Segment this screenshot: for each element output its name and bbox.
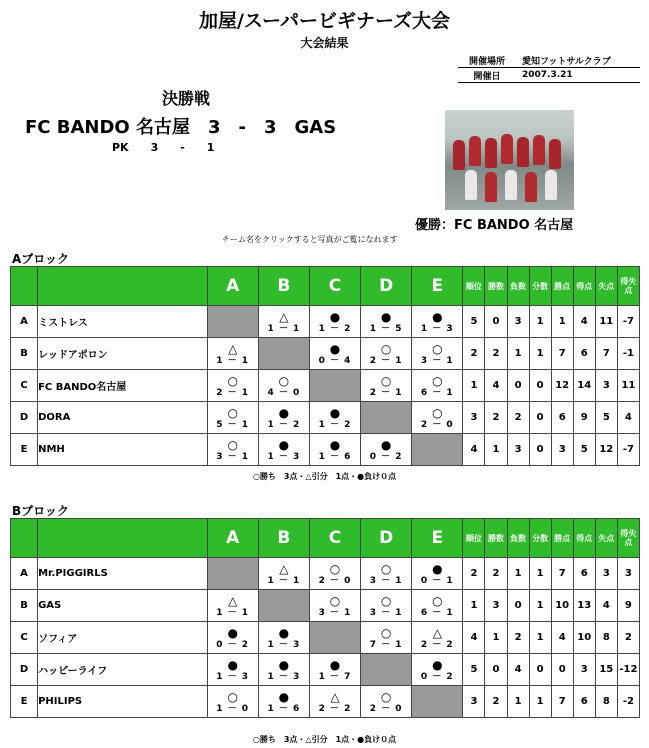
stat-header-wins: 勝数 [485,267,507,306]
stat-cell: 3 [595,558,617,590]
stat-cell: 8 [595,686,617,718]
match-score: 1 － 3 [267,672,301,682]
stat-cell: 2 [485,338,507,370]
date-row [458,68,640,83]
stat-cell: 3 [463,686,485,718]
stat-cell: 0 [529,402,551,434]
result-symbol: △ [279,562,289,576]
match-score: 0 － 4 [318,356,352,366]
stat-cell: 4 [573,306,595,338]
self-match-cell [309,370,360,402]
venue-value: 愛知フットサルクラブ [522,56,611,67]
stat-cell: 4 [463,622,485,654]
stat-cell: 0 [529,654,551,686]
match-result-cell [412,622,463,654]
stat-header-losses: 負数 [507,519,529,558]
row-letter: D [11,402,38,434]
match-score: 1 － 3 [420,324,454,334]
stat-cell: 10 [573,622,595,654]
stat-cell: 0 [485,306,507,338]
row-letter: D [11,654,38,686]
result-symbol: ○ [380,562,392,576]
date-label: 開催日 [473,71,501,82]
self-match-cell [361,654,412,686]
match-result-cell [207,590,258,622]
stat-cell: 11 [595,306,617,338]
stat-cell: 11 [617,370,639,402]
match-result-cell [309,590,360,622]
result-symbol: ○ [380,342,392,356]
stat-cell: 2 [463,558,485,590]
match-result-cell [207,402,258,434]
block-b-label: Bブロック [12,504,69,518]
stat-cell: 0 [529,434,551,466]
result-symbol: ● [278,626,290,640]
match-score: 1 － 5 [369,324,403,334]
page-title: 加屋/スーパービギナーズ大会 [198,10,451,32]
match-score: 2 － 2 [318,704,352,714]
match-result-cell [258,654,309,686]
result-symbol: ○ [227,406,238,420]
col-header-e: E [412,267,463,306]
stat-cell: 1 [507,558,529,590]
team-name-link[interactable]: PHILIPS [38,686,208,718]
match-score: 0 － 2 [216,640,250,650]
stat-cell: 1 [463,590,485,622]
table-row [11,402,640,434]
result-symbol: ● [329,342,341,356]
venue-row [458,53,640,68]
match-score: 1 － 0 [216,704,250,714]
match-result-cell [412,590,463,622]
match-result-cell [412,338,463,370]
winner-team-photo[interactable] [445,110,574,210]
match-score: 1 － 3 [267,640,301,650]
result-symbol: ● [329,438,341,452]
stat-cell: 2 [485,402,507,434]
stat-cell: -2 [617,686,639,718]
legend-a: ○勝ち 3点・△引分 1点・●負け０点 [252,472,397,481]
stat-cell: 3 [463,402,485,434]
match-result-cell [207,686,258,718]
match-result-cell [361,434,412,466]
result-symbol: ● [380,310,392,324]
stat-cell: 1 [529,590,551,622]
match-score: 0 － 1 [420,576,454,586]
table-row [11,306,640,338]
match-result-cell [207,622,258,654]
stat-header-points: 勝点 [551,267,573,306]
result-symbol: ● [278,406,290,420]
stat-header-draws: 分数 [529,519,551,558]
stat-cell: 12 [595,434,617,466]
event-info [458,53,640,83]
row-letter: C [11,622,38,654]
stat-cell: 6 [573,686,595,718]
result-symbol: ○ [227,438,238,452]
row-letter: B [11,338,38,370]
result-symbol: ○ [227,374,238,388]
row-letter: E [11,434,38,466]
result-symbol: ○ [432,374,443,388]
result-symbol: ● [278,690,290,704]
table-row [11,686,640,718]
match-score: 2 － 1 [369,388,403,398]
result-symbol: ○ [278,374,290,388]
stat-cell: 5 [573,434,595,466]
stat-cell: 0 [485,654,507,686]
match-score: 3 － 1 [369,576,403,586]
legend-b: ○勝ち 3点・△引分 1点・●負け０点 [252,735,397,744]
stat-header-goals-for: 得点 [573,519,595,558]
stat-header-goals-against: 失点 [595,267,617,306]
stat-cell: 3 [573,654,595,686]
table-row [11,622,640,654]
stat-cell: 12 [551,370,573,402]
stat-cell: 10 [551,590,573,622]
match-score: 5 － 1 [216,420,250,430]
match-result-cell [361,622,412,654]
result-symbol: ● [329,406,341,420]
stat-cell: 2 [485,558,507,590]
col-header-c: C [309,519,360,558]
table-row [11,338,640,370]
match-score: 3 － 1 [318,608,352,618]
stat-header-goal-diff: 得失点 [617,519,639,558]
result-symbol: △ [330,690,340,704]
stat-cell: 2 [617,622,639,654]
result-symbol: △ [228,342,238,356]
stat-cell: 3 [595,370,617,402]
page-subtitle: 大会結果 [300,36,349,50]
match-score: 3 － 1 [420,356,454,366]
result-symbol: ○ [380,374,392,388]
result-symbol: ○ [227,690,238,704]
stat-header-draws: 分数 [529,267,551,306]
photo-note: チーム名をクリックすると写真がご覧になれます [222,235,398,244]
match-score: 6 － 1 [420,388,454,398]
stat-cell: 7 [551,686,573,718]
block-b-table [10,518,640,718]
match-score: 1 － 3 [267,452,301,462]
pk-score: PK 3 - 1 [112,141,215,154]
stat-cell: 1 [529,338,551,370]
result-symbol: ● [432,562,443,576]
team-name-link[interactable]: GAS [38,590,208,622]
self-match-cell [412,686,463,718]
match-score: 1 － 3 [216,672,250,682]
stat-cell: 8 [595,622,617,654]
match-result-cell [361,338,412,370]
stat-cell: 0 [507,370,529,402]
result-symbol: ● [432,310,443,324]
stat-cell: 0 [507,590,529,622]
match-score: 1 － 1 [216,356,250,366]
stat-header-goals-for: 得点 [573,267,595,306]
stat-cell: 3 [485,590,507,622]
match-result-cell [258,686,309,718]
table-row [11,558,640,590]
match-result-cell [207,370,258,402]
result-symbol: ● [432,658,443,672]
stat-cell: 1 [507,338,529,370]
stat-cell: 13 [573,590,595,622]
match-result-cell [361,306,412,338]
result-symbol: ● [329,310,341,324]
block-a-table [10,266,640,466]
table-row [11,434,640,466]
self-match-cell [207,558,258,590]
result-symbol: ○ [432,342,443,356]
self-match-cell [361,402,412,434]
stat-cell: 3 [551,434,573,466]
stat-cell: 2 [507,622,529,654]
match-result-cell [309,338,360,370]
stat-header-rank: 順位 [463,519,485,558]
self-match-cell [207,306,258,338]
self-match-cell [258,590,309,622]
match-score: 1 － 2 [318,324,352,334]
stat-header-losses: 負数 [507,267,529,306]
match-score: 2 － 2 [420,640,454,650]
self-match-cell [258,338,309,370]
stat-cell: 1 [485,622,507,654]
match-score: 6 － 1 [420,608,454,618]
team-name-link[interactable]: DORA [38,402,208,434]
match-result-cell [207,338,258,370]
result-symbol: ● [329,658,341,672]
match-score: 2 － 1 [369,356,403,366]
stat-cell: 6 [573,558,595,590]
stat-cell: 6 [551,402,573,434]
match-score: 1 － 6 [267,704,301,714]
col-header-b: B [258,519,309,558]
match-result-cell [258,370,309,402]
match-result-cell [412,654,463,686]
final-score: FC BANDO 名古屋 3 - 3 GAS [25,117,337,138]
stat-cell: 1 [507,686,529,718]
stat-cell: 1 [529,622,551,654]
match-score: 2 － 0 [318,576,352,586]
match-result-cell [361,370,412,402]
match-score: 1 － 6 [318,452,352,462]
result-symbol: ○ [380,626,392,640]
stat-cell: 7 [595,338,617,370]
result-symbol: ● [278,438,290,452]
team-name-link[interactable]: NMH [38,434,208,466]
match-result-cell [309,654,360,686]
match-score: 2 － 1 [216,388,250,398]
result-symbol: △ [228,594,238,608]
col-header-d: D [361,519,412,558]
stat-cell: -7 [617,306,639,338]
match-result-cell [258,558,309,590]
match-result-cell [412,370,463,402]
match-score: 3 － 1 [216,452,250,462]
stat-header-wins: 勝数 [485,519,507,558]
match-result-cell [309,402,360,434]
stat-cell: 1 [529,558,551,590]
stat-cell: 7 [551,338,573,370]
match-result-cell [412,306,463,338]
result-symbol: ● [227,626,238,640]
col-header-b: B [258,267,309,306]
stat-cell: 2 [463,338,485,370]
stat-cell: 4 [617,402,639,434]
date-value: 2007.3.21 [522,70,573,80]
team-name-link[interactable]: ハッピーライフ [38,654,208,686]
match-result-cell [258,622,309,654]
col-header-a: A [207,267,258,306]
match-score: 1 － 1 [267,576,301,586]
stat-header-points: 勝点 [551,519,573,558]
team-name-link[interactable]: ミストレス [38,306,208,338]
table-row [11,370,640,402]
match-result-cell [361,558,412,590]
match-result-cell [207,434,258,466]
final-title: 決勝戦 [162,89,211,108]
row-letter: A [11,558,38,590]
match-score: 1 － 7 [318,672,352,682]
match-score: 2 － 0 [369,704,403,714]
row-letter: A [11,306,38,338]
result-symbol: ● [380,438,392,452]
match-result-cell [361,590,412,622]
stat-cell: 4 [595,590,617,622]
match-score: 0 － 2 [369,452,403,462]
match-score: 1 － 1 [267,324,301,334]
match-result-cell [309,306,360,338]
stat-cell: 1 [463,370,485,402]
match-score: 7 － 1 [369,640,403,650]
stat-cell: 4 [551,622,573,654]
match-result-cell [309,434,360,466]
match-result-cell [258,402,309,434]
stat-cell: 4 [463,434,485,466]
stat-cell: 0 [529,370,551,402]
result-symbol: ○ [380,690,392,704]
team-name-link[interactable]: Mr.PIGGIRLS [38,558,208,590]
stat-cell: 3 [507,434,529,466]
stat-cell: 14 [573,370,595,402]
col-header-c: C [309,267,360,306]
self-match-cell [309,622,360,654]
col-header-d: D [361,267,412,306]
result-symbol: ○ [380,594,392,608]
stat-cell: 5 [463,306,485,338]
match-score: 3 － 1 [369,608,403,618]
match-score: 2 － 0 [420,420,454,430]
match-score: 1 － 2 [318,420,352,430]
stat-cell: 3 [617,558,639,590]
stat-header-goal-diff: 得失点 [617,267,639,306]
stat-cell: 9 [573,402,595,434]
stat-cell: -1 [617,338,639,370]
stat-cell: 7 [551,558,573,590]
stat-cell: 1 [529,686,551,718]
result-symbol: ● [227,658,238,672]
winner-label: 優勝：FC BANDO 名古屋 [415,218,574,233]
result-symbol: ○ [432,594,443,608]
result-symbol: ● [278,658,290,672]
match-result-cell [207,654,258,686]
stat-cell: 6 [573,338,595,370]
col-header-e: E [412,519,463,558]
stat-cell: 1 [485,434,507,466]
team-name-link[interactable]: レッドアポロン [38,338,208,370]
result-symbol: △ [432,626,442,640]
block-a-label: Aブロック [12,252,70,266]
stat-header-goals-against: 失点 [595,519,617,558]
match-score: 1 － 2 [267,420,301,430]
result-symbol: ○ [432,406,443,420]
match-score: 1 － 1 [216,608,250,618]
venue-label: 開催場所 [468,56,505,67]
team-name-link[interactable]: FC BANDO名古屋 [38,370,208,402]
self-match-cell [412,434,463,466]
match-score: 4 － 0 [267,388,301,398]
table-row [11,590,640,622]
match-result-cell [412,558,463,590]
stat-cell: 5 [463,654,485,686]
stat-cell: -12 [617,654,639,686]
stat-cell: 2 [507,402,529,434]
stat-cell: 3 [507,306,529,338]
team-name-link[interactable]: ソフィア [38,622,208,654]
match-result-cell [258,306,309,338]
stat-cell: 2 [485,686,507,718]
table-row [11,654,640,686]
match-result-cell [412,402,463,434]
stat-cell: 5 [595,402,617,434]
result-symbol: ○ [329,562,341,576]
stat-cell: 4 [485,370,507,402]
stat-header-rank: 順位 [463,267,485,306]
row-letter: E [11,686,38,718]
match-result-cell [361,686,412,718]
row-letter: C [11,370,38,402]
stat-cell: 4 [507,654,529,686]
col-header-a: A [207,519,258,558]
match-result-cell [258,434,309,466]
stat-cell: 1 [551,306,573,338]
stat-cell: -7 [617,434,639,466]
result-symbol: △ [279,310,289,324]
row-letter: B [11,590,38,622]
stat-cell: 0 [551,654,573,686]
match-result-cell [309,558,360,590]
stat-cell: 9 [617,590,639,622]
match-score: 0 － 2 [420,672,454,682]
result-symbol: ○ [329,594,341,608]
match-result-cell [309,686,360,718]
stat-cell: 15 [595,654,617,686]
stat-cell: 1 [529,306,551,338]
